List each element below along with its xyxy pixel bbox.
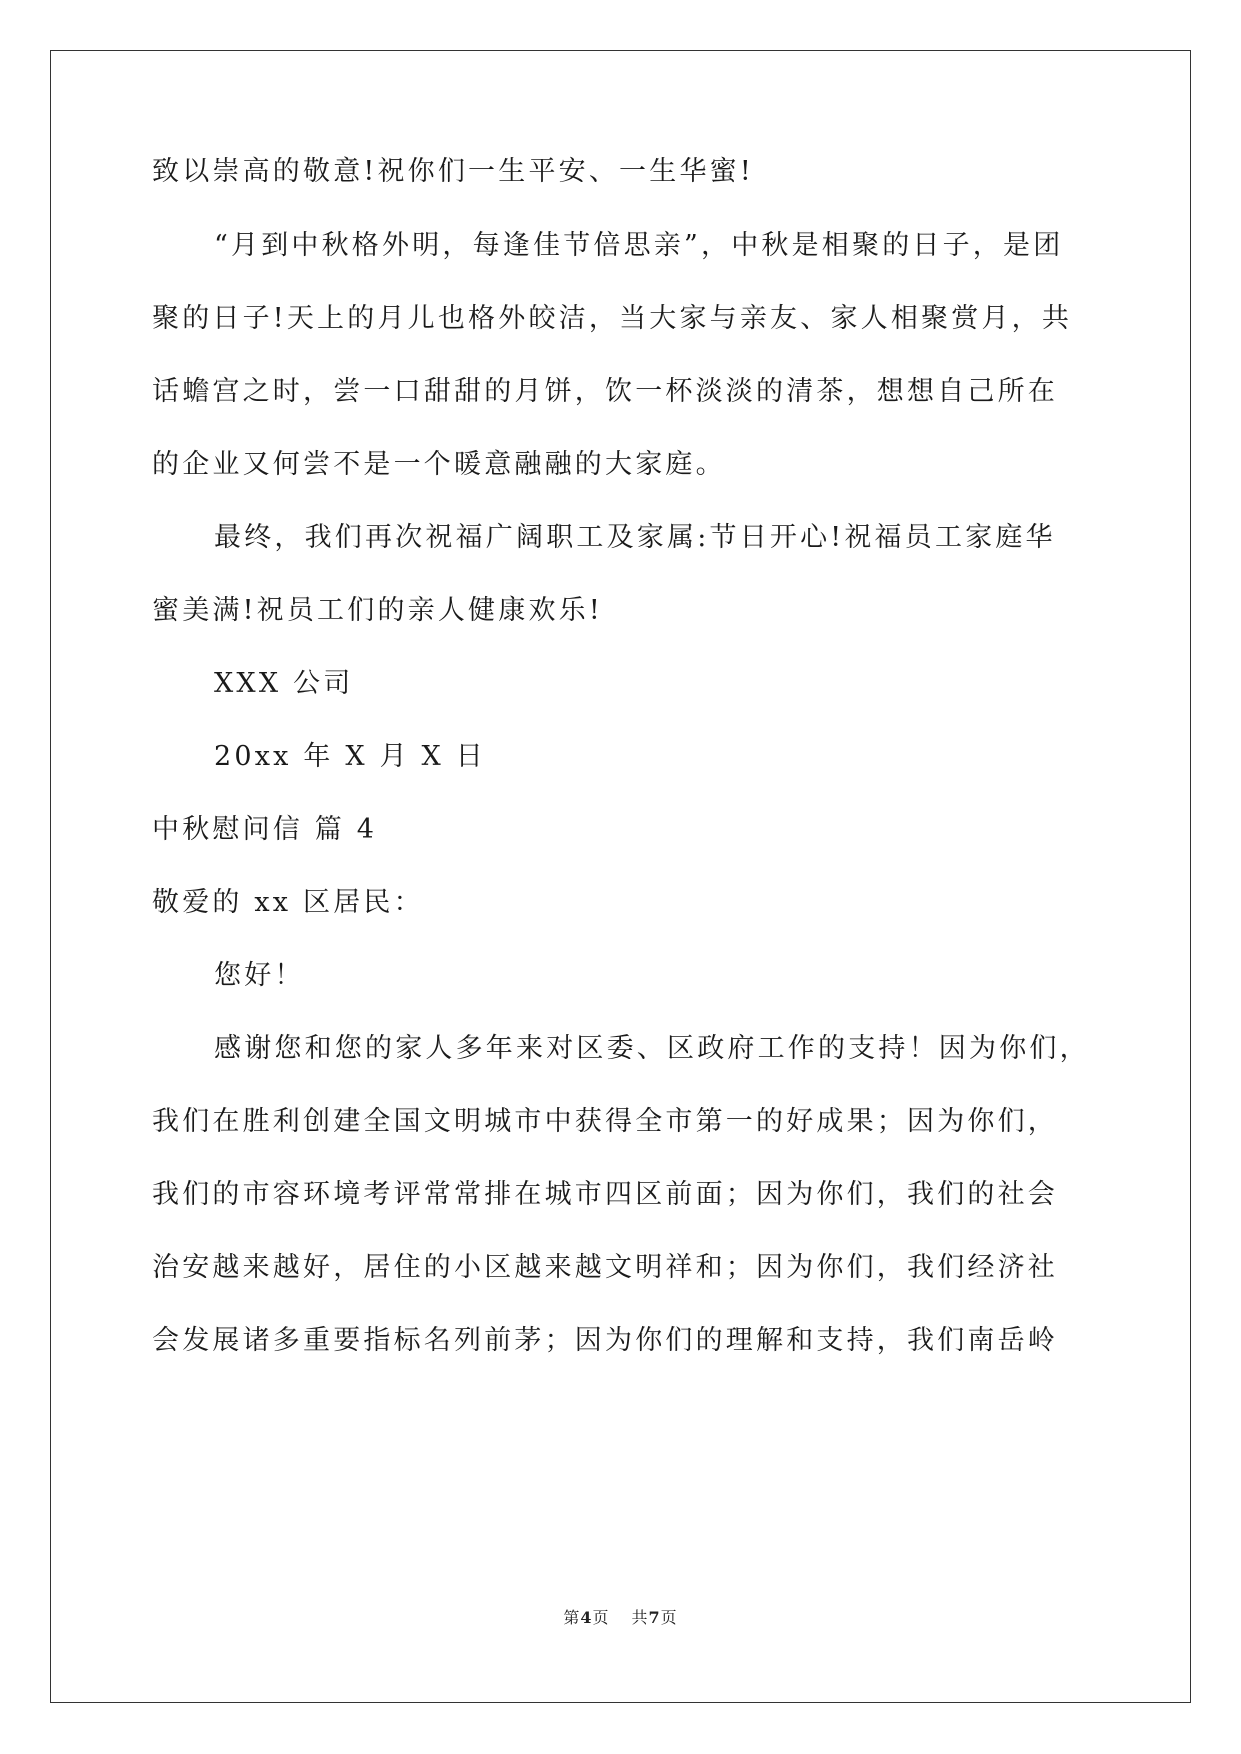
- page-total: 7: [648, 1608, 661, 1627]
- text-line: 最终，我们再次祝福广阔职工及家属:节日开心!祝福员工家庭华: [214, 522, 1056, 553]
- page-current: 4: [580, 1608, 593, 1627]
- text-line: 蜜美满!祝员工们的亲人健康欢乐!: [152, 595, 603, 626]
- total-suffix: 页: [660, 1608, 678, 1627]
- page-prefix: 第: [563, 1608, 581, 1627]
- salutation: 敬爱的 xx 区居民：: [152, 887, 424, 918]
- total-prefix: 共: [631, 1608, 649, 1627]
- text-line: 会发展诸多重要指标名列前茅；因为你们的理解和支持，我们南岳岭: [152, 1325, 1058, 1356]
- section-title: 中秋慰问信 篇 4: [152, 814, 378, 845]
- text-line: 致以崇高的敬意!祝你们一生平安、一生华蜜!: [152, 156, 754, 187]
- text-line: 聚的日子!天上的月儿也格外皎洁，当大家与亲友、家人相聚赏月，共: [152, 303, 1073, 334]
- text-line: 我们在胜利创建全国文明城市中获得全市第一的好成果；因为你们，: [152, 1106, 1058, 1137]
- text-line: 感谢您和您的家人多年来对区委、区政府工作的支持！因为你们，: [214, 1033, 1090, 1064]
- text-line: “月到中秋格外明，每逢佳节倍思亲”，中秋是相聚的日子，是团: [214, 230, 1064, 261]
- text-line: 的企业又何尝不是一个暖意融融的大家庭。: [152, 449, 726, 480]
- text-line: 话蟾宫之时，尝一口甜甜的月饼，饮一杯淡淡的清茶，想想自己所在: [152, 376, 1058, 407]
- greeting: 您好！: [214, 960, 305, 991]
- signature-company: XXX 公司: [214, 668, 354, 699]
- page-footer: [0, 1605, 1241, 1628]
- signature-date: 20xx 年 X 月 X 日: [214, 741, 486, 772]
- text-line: 治安越来越好，居住的小区越来越文明祥和；因为你们，我们经济社: [152, 1252, 1058, 1283]
- page-frame: [50, 50, 1191, 1703]
- text-line: 我们的市容环境考评常常排在城市四区前面；因为你们，我们的社会: [152, 1179, 1058, 1210]
- page-suffix: 页: [592, 1608, 610, 1627]
